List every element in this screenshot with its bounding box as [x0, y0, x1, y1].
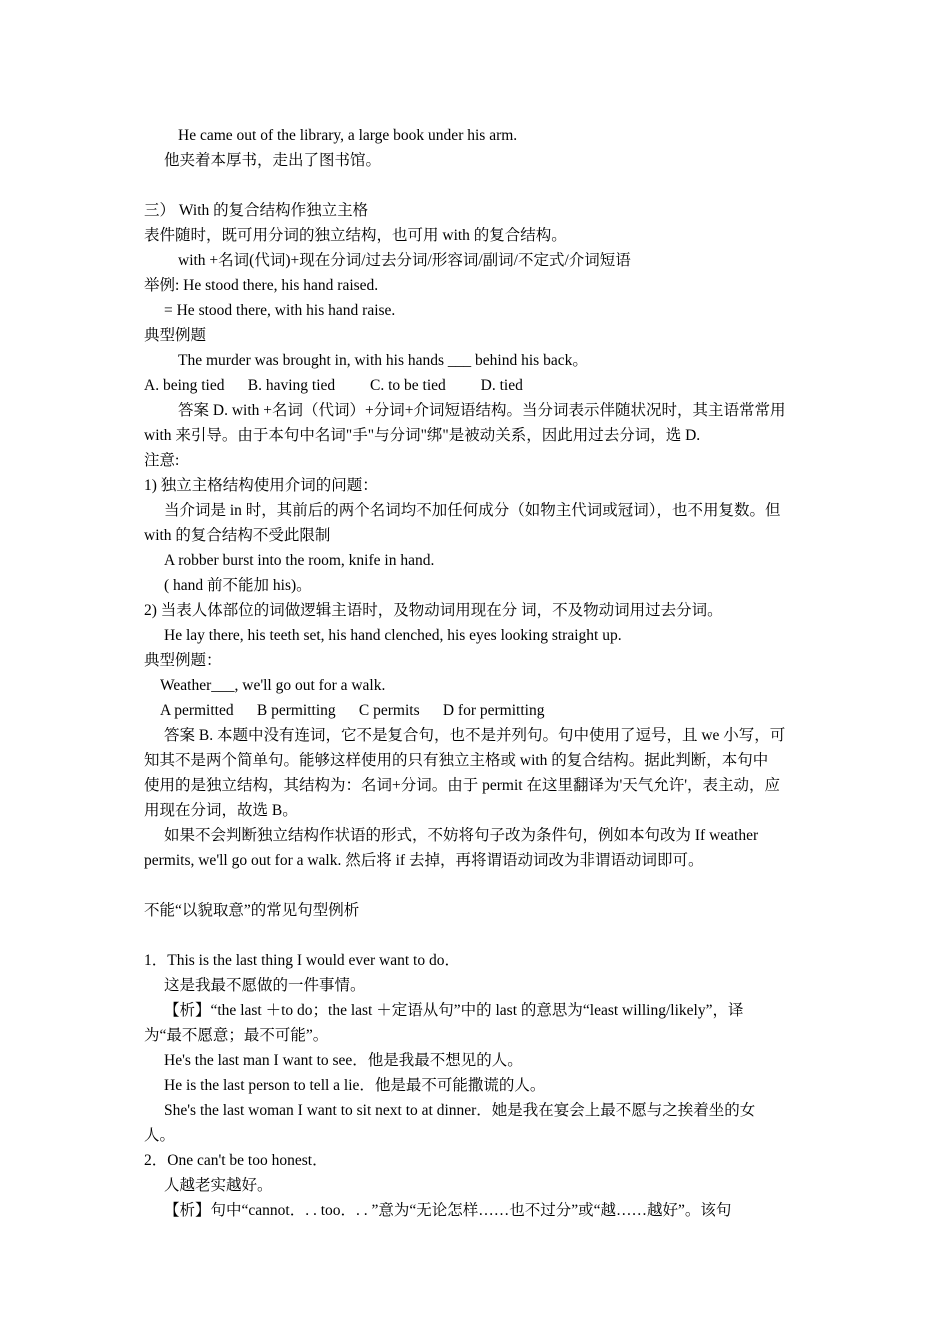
subheading: 典型例题： — [144, 652, 222, 669]
analysis-text: 【析】“the last ＋to do；the last ＋定语从句”中的 last 的意思为“least willing/likely”，译 — [164, 1002, 744, 1019]
paragraph: 如果不会判断独立结构作状语的形式，不妨将句子改为条件句，例如本句改为 If weather — [164, 827, 759, 844]
example-sentence: 人。 — [144, 1127, 176, 1144]
options: A. being tied B. having tied C. to be tied D. tied — [144, 377, 523, 394]
example-sentence: He's the last man I want to see．他是我最不想见的人。 — [164, 1052, 523, 1069]
translation: 这是我最不愿做的一件事情。 — [164, 977, 366, 994]
example-sentence: A robber burst into the room, knife in hand. — [164, 552, 435, 569]
numbered-item: 2．One can't be too honest． — [144, 1152, 328, 1169]
section-heading: 不能“以貌取意”的常见句型例析 — [144, 902, 360, 919]
formula: with +名词(代词)+现在分词/过去分词/形容词/副词/不定式/介词短语 — [178, 252, 631, 269]
answer-text: 使用的是独立结构，其结构为：名词+分词。由于 permit 在这里翻译为'天气允许'，表主动，应 — [144, 777, 781, 794]
question: The murder was brought in, with his hands ___ behind his back。 — [178, 352, 588, 369]
paragraph: 表件随时，既可用分词的独立结构，也可用 with 的复合结构。 — [144, 227, 567, 244]
note-item: 2) 当表人体部位的词做逻辑主语时，及物动词用现在分 词，不及物动词用过去分词。 — [144, 602, 723, 619]
note-item: 1) 独立主格结构使用介词的问题： — [144, 477, 378, 494]
translation: 人越老实越好。 — [164, 1177, 273, 1194]
note-heading: 注意: — [144, 452, 180, 469]
section-heading: 三） With 的复合结构作独立主格 — [144, 202, 369, 219]
answer-text: 答案 B. 本题中没有连词，它不是复合句，也不是并列句。句中使用了逗号，且 we 小写，可 — [164, 727, 786, 744]
paragraph: permits, we'll go out for a walk. 然后将 if 去掉，再将谓语动词改为非谓语动词即可。 — [144, 852, 704, 869]
analysis-text: 【析】句中“cannot．. . too．. . ”意为“无论怎样……也不过分”或“越……越好”。该句 — [164, 1202, 732, 1219]
example-sentence: He lay there, his teeth set, his hand clenched, his eyes looking straight up. — [164, 627, 622, 644]
example-sentence: 举例: He stood there, his hand raised. — [144, 277, 379, 294]
options: A permitted B permitting C permits D for permitting — [160, 702, 545, 719]
question: Weather___, we'll go out for a walk. — [160, 677, 386, 694]
example-sentence: = He stood there, with his hand raise. — [164, 302, 396, 319]
analysis-text: 为“最不愿意；最不可能”。 — [144, 1027, 329, 1044]
example-sentence: She's the last woman I want to sit next to at dinner．她是我在宴会上最不愿与之挨着坐的女 — [164, 1102, 756, 1119]
answer-text: with 来引导。由于本句中名词"手"与分词"绑"是被动关系，因此用过去分词，选 D. — [144, 427, 701, 444]
answer-text: 用现在分词，故选 B。 — [144, 802, 298, 819]
paragraph: 当介词是 in 时，其前后的两个名词均不加任何成分（如物主代词或冠词），也不用复数。但 — [164, 502, 781, 519]
example-sentence: He came out of the library, a large book under his arm. — [178, 127, 518, 144]
answer-text: 答案 D. with +名词（代词）+分词+介词短语结构。当分词表示伴随状况时，其主语常常用 — [178, 402, 786, 419]
example-sentence: He is the last person to tell a lie．他是最不可能撒谎的人。 — [164, 1077, 546, 1094]
numbered-item: 1．This is the last thing I would ever want to do． — [144, 952, 460, 969]
subheading: 典型例题 — [144, 327, 207, 344]
translation: 他夹着本厚书，走出了图书馆。 — [164, 152, 382, 169]
paragraph: with 的复合结构不受此限制 — [144, 527, 331, 544]
answer-text: 知其不是两个简单句。能够这样使用的只有独立主格或 with 的复合结构。据此判断，本句中 — [144, 752, 769, 769]
note-text: ( hand 前不能加 his)。 — [164, 577, 312, 594]
